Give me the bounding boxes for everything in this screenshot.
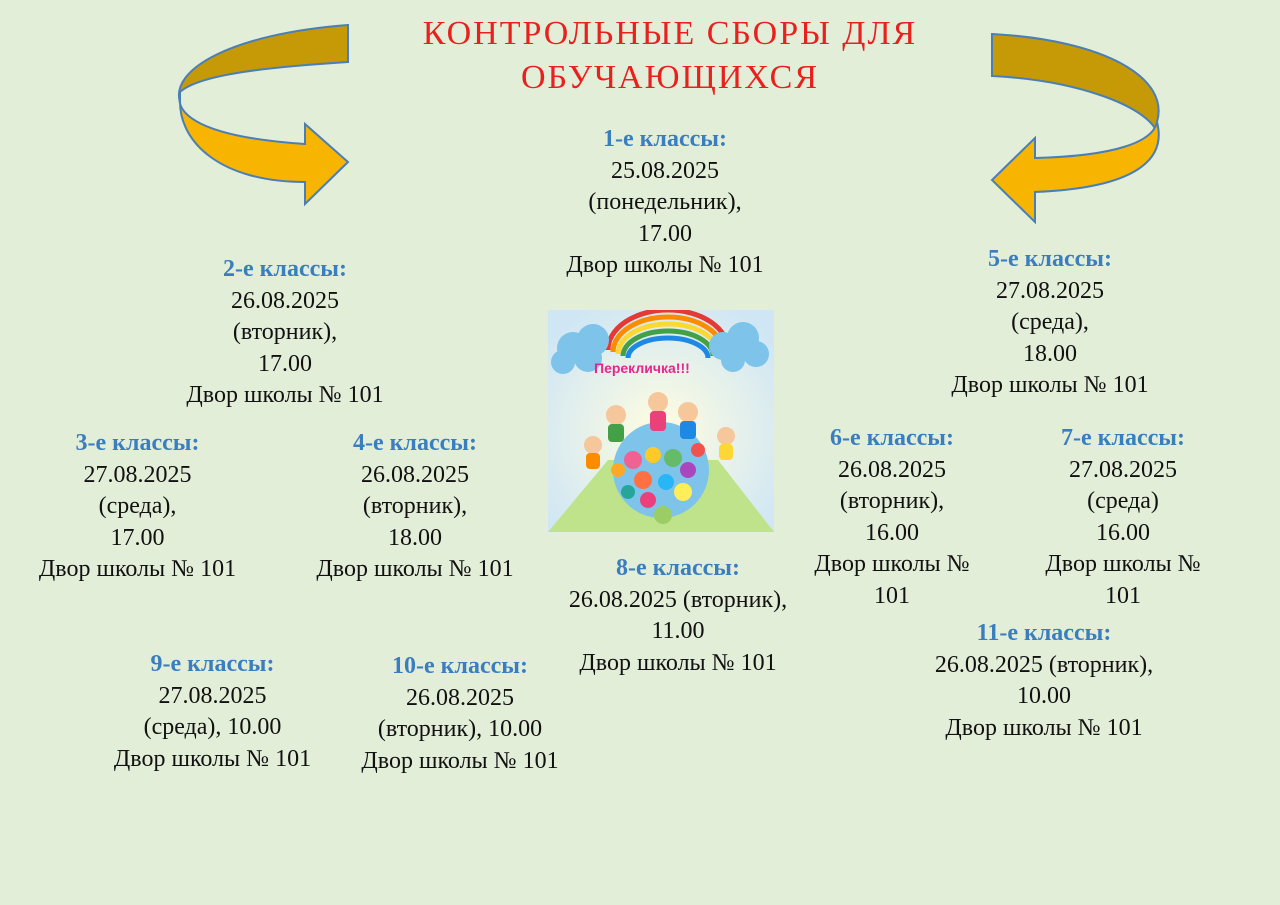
group-time: 10.00 <box>1017 683 1071 709</box>
group-time: 16.00 <box>1096 519 1150 546</box>
class-group-5 <box>910 244 1190 402</box>
group-heading: 9-е классы: <box>150 651 275 677</box>
group-time: 18.00 <box>1023 340 1077 367</box>
group-date: 27.08.2025 <box>83 461 192 488</box>
group-place: Двор школы № 101 <box>945 714 1143 741</box>
class-group-7 <box>1023 423 1223 612</box>
group-date: 26.08.2025 (вторник), <box>568 586 788 613</box>
group-time: 11.00 <box>651 618 705 644</box>
group-place: Двор школы № 101 <box>38 556 237 582</box>
group-weekday-time: (среда), 10.00 <box>143 714 282 740</box>
group-heading: 7-е классы: <box>1061 425 1185 451</box>
class-group-1 <box>525 124 805 282</box>
group-time: 18.00 <box>388 524 442 551</box>
group-place: Двор школы № 101 <box>361 747 559 774</box>
group-weekday-time: (вторник), 10.00 <box>377 716 543 742</box>
group-place: Двор школы № <box>814 551 970 577</box>
class-group-2 <box>145 254 425 412</box>
group-date: 27.08.2025 <box>996 277 1104 304</box>
group-weekday: (вторник), <box>839 488 945 514</box>
group-date: 26.08.2025 <box>361 461 469 488</box>
group-place: Двор школы № 101 <box>186 382 384 408</box>
roll-call-picture <box>548 310 774 532</box>
page-title <box>340 12 1000 100</box>
curved-arrow-right-icon <box>985 30 1170 230</box>
group-time: 17.00 <box>638 220 692 247</box>
group-weekday: (вторник), <box>232 319 338 345</box>
class-group-11 <box>910 618 1178 744</box>
group-place: Двор школы № 101 <box>316 556 514 582</box>
group-place: Двор школы № 101 <box>113 745 312 772</box>
group-date: 27.08.2025 <box>1069 456 1177 483</box>
group-date: 26.08.2025 <box>838 456 946 483</box>
class-group-4 <box>290 428 540 586</box>
group-date: 26.08.2025 <box>406 684 514 711</box>
group-weekday: (понедельник), <box>588 189 742 215</box>
group-place: Двор школы № <box>1045 551 1201 577</box>
group-heading: 2-е классы: <box>223 256 347 282</box>
group-heading: 6-е классы: <box>830 425 954 451</box>
group-heading: 8-е классы: <box>616 555 740 581</box>
group-weekday: (вторник), <box>362 493 468 519</box>
group-weekday: (среда), <box>98 493 177 519</box>
group-heading: 3-е классы: <box>75 430 200 456</box>
group-time: 17.00 <box>258 350 312 377</box>
curved-arrow-left-icon <box>170 22 360 212</box>
title-line-2: ОБУЧАЮЩИХСЯ <box>520 59 820 96</box>
group-date: 26.08.2025 <box>231 287 339 314</box>
group-heading: 10-е классы: <box>392 653 528 679</box>
group-place: Двор школы № 101 <box>579 649 777 676</box>
group-date: 25.08.2025 <box>611 157 719 184</box>
title-line-1: КОНТРОЛЬНЫЕ СБОРЫ ДЛЯ <box>422 15 918 52</box>
group-heading: 11-е классы: <box>976 620 1112 646</box>
picture-caption: Перекличка!!! <box>594 360 690 376</box>
group-place: Двор школы № 101 <box>566 252 764 278</box>
class-group-10 <box>340 651 580 777</box>
group-time: 17.00 <box>110 524 165 551</box>
class-group-9 <box>95 649 330 775</box>
group-place-number: 101 <box>1105 582 1141 609</box>
group-heading: 1-е классы: <box>603 126 727 152</box>
group-heading: 4-е классы: <box>353 430 477 456</box>
group-place: Двор школы № 101 <box>951 372 1149 398</box>
group-date: 27.08.2025 <box>158 682 267 709</box>
class-group-8 <box>547 553 809 679</box>
class-group-3 <box>10 428 265 586</box>
group-weekday: (среда) <box>1087 488 1159 514</box>
group-place-number: 101 <box>874 582 910 609</box>
group-date: 26.08.2025 (вторник), <box>934 651 1154 678</box>
group-heading: 5-е классы: <box>988 246 1112 272</box>
group-time: 16.00 <box>865 519 919 546</box>
group-weekday: (среда), <box>1011 309 1089 335</box>
class-group-6 <box>792 423 992 612</box>
